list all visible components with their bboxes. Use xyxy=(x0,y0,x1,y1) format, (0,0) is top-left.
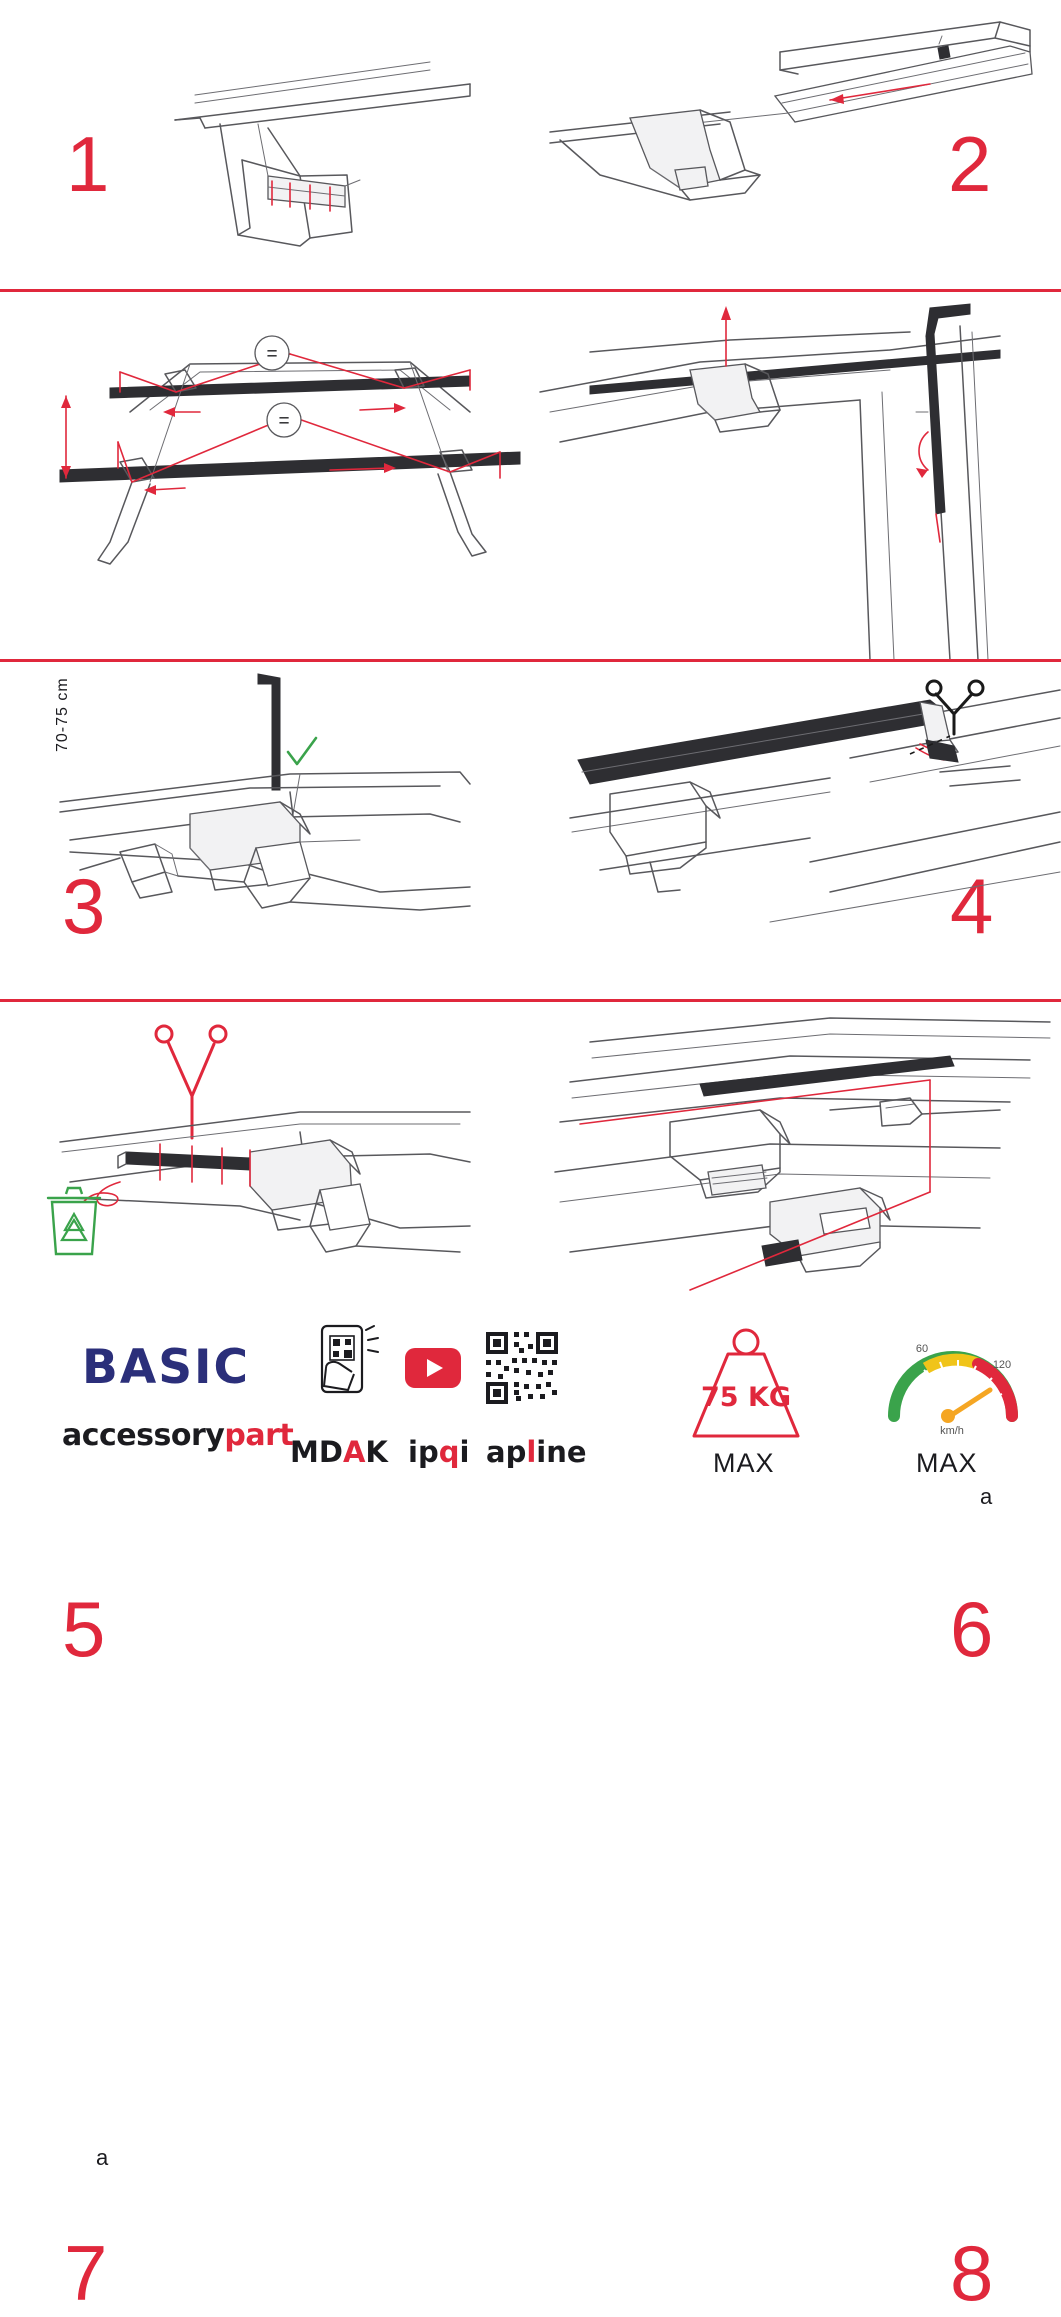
speed-tick-120: 120 xyxy=(992,1359,1012,1371)
brand-name-dark: accessory xyxy=(62,1418,225,1453)
svg-text:=: = xyxy=(278,411,290,432)
qr-code-icon xyxy=(484,1330,560,1406)
logo-apline xyxy=(486,1435,587,1469)
logo-apline-part3: ine xyxy=(536,1435,587,1469)
weight-value: 75 KG xyxy=(700,1382,792,1413)
svg-text:=: = xyxy=(266,344,278,365)
brand-name-accent: part xyxy=(224,1418,294,1453)
brand-name xyxy=(62,1418,293,1453)
step-3-illustration xyxy=(0,292,530,660)
step-number-6: 6 xyxy=(950,1585,993,1673)
speed-limit-icon xyxy=(878,1324,1028,1440)
footer xyxy=(0,1300,1061,1500)
label-a-step7: a xyxy=(96,2145,109,2170)
logo-ipqi-part1: ip xyxy=(408,1435,439,1469)
youtube-icon[interactable] xyxy=(405,1348,461,1388)
logo-apline-part1: ap xyxy=(486,1435,527,1469)
step-panel-3 xyxy=(0,292,530,950)
logo-mdak-part1: MD xyxy=(290,1435,343,1469)
step-5-illustration xyxy=(0,662,530,1000)
logo-mdak-part3: K xyxy=(365,1435,388,1469)
measurement-label: 70-75 cm xyxy=(54,677,71,752)
logo-ipqi-part2: q xyxy=(438,1435,460,1469)
step-number-5: 5 xyxy=(62,1585,105,1673)
scissors-icon-red xyxy=(156,1026,226,1138)
speed-tick-60: 60 xyxy=(915,1343,929,1355)
step-number-2: 2 xyxy=(948,120,991,208)
step-6-illustration xyxy=(530,662,1061,1000)
step-panel-2 xyxy=(530,0,1061,290)
label-a-step6: a xyxy=(980,1484,993,1509)
step-number-7: 7 xyxy=(64,2229,107,2317)
logo-mdak-part2: A xyxy=(342,1435,366,1469)
step-number-1: 1 xyxy=(66,120,109,208)
logo-ipqi-part3: i xyxy=(459,1435,470,1469)
step-panel-4 xyxy=(530,292,1061,950)
speed-max-label: MAX xyxy=(916,1448,978,1478)
weight-limit-icon xyxy=(676,1324,816,1444)
logo-ipqi xyxy=(408,1435,469,1469)
phone-qr-scan-icon xyxy=(300,1324,390,1410)
step-8-illustration xyxy=(530,1002,1061,1298)
recycle-bin-icon xyxy=(48,1188,100,1254)
step-7-illustration xyxy=(0,1002,530,1298)
speed-unit: km/h xyxy=(940,1425,964,1437)
logo-apline-part2: l xyxy=(526,1435,537,1469)
step-number-8: 8 xyxy=(950,2229,993,2317)
step-panel-1 xyxy=(0,0,530,290)
weight-max-label: MAX xyxy=(713,1448,775,1478)
step-4-illustration xyxy=(530,292,1061,660)
step-number-4: 4 xyxy=(950,862,993,950)
brand-title: BASIC xyxy=(82,1340,251,1395)
step-number-3: 3 xyxy=(62,862,105,950)
logo-mdak xyxy=(290,1435,388,1469)
